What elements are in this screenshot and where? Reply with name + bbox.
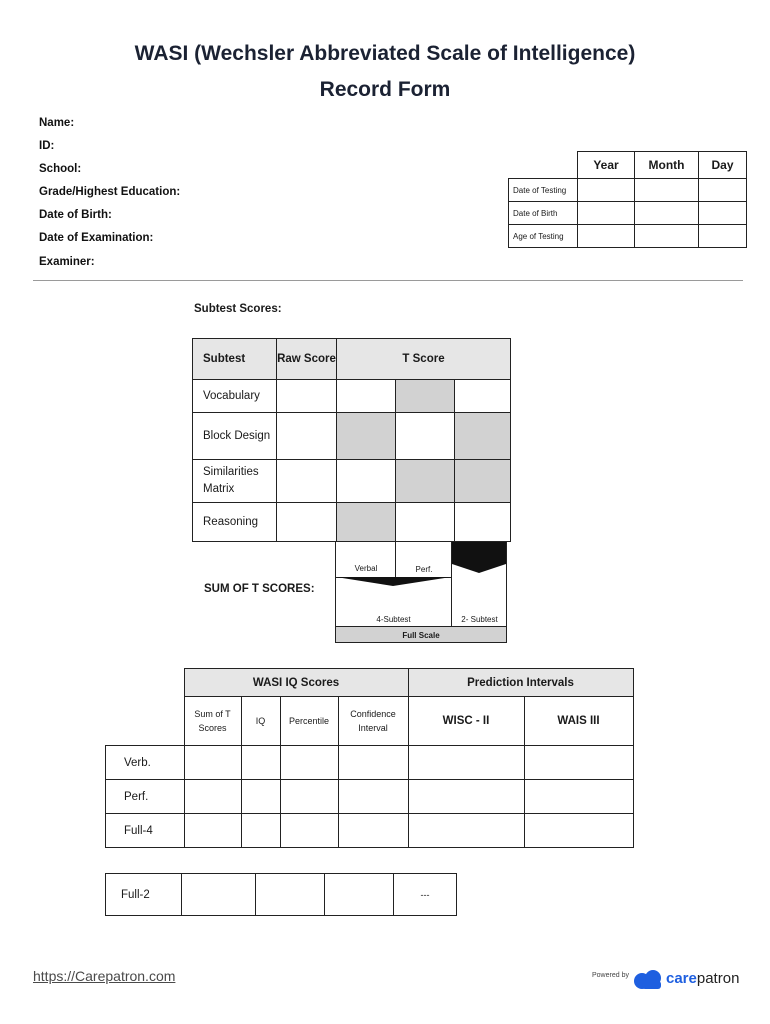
- row-full-4: Full-4: [106, 814, 185, 848]
- carepatron-link[interactable]: https://Carepatron.com: [33, 968, 176, 984]
- field-school-label: School:: [39, 163, 82, 175]
- iq-cell[interactable]: [524, 746, 633, 780]
- field-examiner-label: Examiner:: [39, 256, 95, 268]
- sum-t-scores-header: Sum of T Scores: [184, 697, 241, 746]
- date-header-year: Year: [578, 152, 635, 179]
- field-dob-label: Date of Birth:: [39, 209, 112, 221]
- field-exam-date-label: Date of Examination:: [39, 232, 154, 244]
- full-2-table: [105, 873, 457, 916]
- t-score-cell[interactable]: [455, 380, 511, 413]
- raw-score-cell[interactable]: [277, 380, 337, 413]
- t-score-cell-shaded: [396, 380, 455, 413]
- wasi-iq-scores-header: WASI IQ Scores: [184, 669, 408, 697]
- t-score-cell[interactable]: [455, 503, 511, 542]
- field-name-label: Name:: [39, 117, 75, 129]
- prediction-intervals-header: Prediction Intervals: [408, 669, 633, 697]
- date-row-testing: Date of Testing: [509, 179, 578, 202]
- wais-iii-header: WAIS III: [524, 697, 633, 746]
- date-cell[interactable]: [578, 225, 635, 248]
- subtest-header: Subtest: [193, 339, 277, 380]
- iq-cell[interactable]: [184, 746, 241, 780]
- t-score-cell-shaded: [455, 413, 511, 460]
- date-cell[interactable]: [699, 179, 747, 202]
- date-cell[interactable]: [578, 179, 635, 202]
- t-score-cell[interactable]: [396, 503, 455, 542]
- title-line-2: Record Form: [319, 78, 451, 101]
- t-score-cell-shaded: [337, 503, 396, 542]
- iq-scores-table: [105, 668, 634, 848]
- iq-cell[interactable]: [280, 780, 338, 814]
- iq-cell[interactable]: [408, 780, 524, 814]
- sum-of-t-scores-block: [335, 541, 507, 643]
- wisc-ii-header: WISC - II: [408, 697, 524, 746]
- date-cell[interactable]: [578, 202, 635, 225]
- title-line-1: WASI (Wechsler Abbreviated Scale of Intelligence): [134, 42, 636, 65]
- subtest-vocabulary: Vocabulary: [193, 380, 277, 413]
- iq-cell[interactable]: [280, 814, 338, 848]
- raw-score-cell[interactable]: [277, 460, 337, 503]
- iq-cell[interactable]: [241, 780, 280, 814]
- date-table-corner: [509, 152, 578, 179]
- brand-care: care: [666, 970, 697, 987]
- carepatron-brand: [666, 970, 739, 987]
- iq-cell[interactable]: [408, 746, 524, 780]
- date-cell[interactable]: [699, 225, 747, 248]
- subtest-reasoning: Reasoning: [193, 503, 277, 542]
- date-cell[interactable]: [635, 225, 699, 248]
- iq-cell[interactable]: [184, 814, 241, 848]
- form-title: [0, 36, 770, 108]
- row-perf: Perf.: [106, 780, 185, 814]
- t-score-cell[interactable]: [396, 413, 455, 460]
- t-score-cell[interactable]: [337, 380, 396, 413]
- powered-by-text: Powered by: [592, 972, 629, 979]
- iq-cell[interactable]: [184, 780, 241, 814]
- row-full-2: Full-2: [106, 874, 182, 916]
- row-verb: Verb.: [106, 746, 185, 780]
- iq-cell[interactable]: [280, 746, 338, 780]
- t-score-cell-shaded: [455, 460, 511, 503]
- iq-cell[interactable]: [338, 814, 408, 848]
- percentile-header: Percentile: [280, 697, 338, 746]
- subtest-similarities: Similarities Matrix: [193, 460, 277, 503]
- carepatron-logo-icon: [633, 969, 665, 991]
- date-table: [508, 151, 747, 248]
- full2-last-cell: ---: [394, 874, 457, 916]
- sum-arrows: [335, 541, 507, 643]
- raw-score-cell[interactable]: [277, 413, 337, 460]
- confidence-interval-header: Confidence Interval: [338, 697, 408, 746]
- date-header-month: Month: [635, 152, 699, 179]
- full2-cell[interactable]: [182, 874, 256, 916]
- two-subtest-label: 2- Subtest: [461, 615, 498, 624]
- iq-cell[interactable]: [524, 814, 633, 848]
- merge-arrow-shape: [336, 577, 451, 586]
- iq-cell[interactable]: [338, 780, 408, 814]
- iq-cell[interactable]: [524, 780, 633, 814]
- date-header-day: Day: [699, 152, 747, 179]
- field-id-label: ID:: [39, 140, 55, 152]
- iq-cell[interactable]: [408, 814, 524, 848]
- full-scale-label: Full Scale: [402, 631, 440, 640]
- raw-score-header: Raw Score: [277, 339, 337, 380]
- iq-header: IQ: [241, 697, 280, 746]
- subtest-table: [192, 338, 511, 542]
- full2-cell[interactable]: [256, 874, 325, 916]
- date-cell[interactable]: [635, 179, 699, 202]
- raw-score-cell[interactable]: [277, 503, 337, 542]
- subtest-block-design: Block Design: [193, 413, 277, 460]
- field-grade-label: Grade/Highest Education:: [39, 186, 181, 198]
- t-score-cell-shaded: [337, 413, 396, 460]
- iq-cell[interactable]: [338, 746, 408, 780]
- t-score-header: T Score: [337, 339, 511, 380]
- section-divider: [33, 280, 743, 281]
- iq-cell[interactable]: [241, 746, 280, 780]
- perf-label: Perf.: [415, 565, 433, 574]
- subtest-scores-label: Subtest Scores:: [194, 303, 282, 315]
- four-subtest-label: 4-Subtest: [376, 615, 411, 624]
- iq-cell[interactable]: [241, 814, 280, 848]
- date-cell[interactable]: [699, 202, 747, 225]
- brand-patron: patron: [696, 970, 740, 987]
- full2-cell[interactable]: [325, 874, 394, 916]
- iq-table-corner: [106, 669, 185, 697]
- sum-t-scores-label: SUM OF T SCORES:: [204, 583, 315, 595]
- date-row-age: Age of Testing: [509, 225, 578, 248]
- date-cell[interactable]: [635, 202, 699, 225]
- date-row-birth: Date of Birth: [509, 202, 578, 225]
- verbal-label: Verbal: [354, 564, 378, 573]
- down-arrow-shape: [452, 542, 506, 573]
- iq-table-corner: [106, 697, 185, 746]
- t-score-cell[interactable]: [337, 460, 396, 503]
- t-score-cell-shaded: [396, 460, 455, 503]
